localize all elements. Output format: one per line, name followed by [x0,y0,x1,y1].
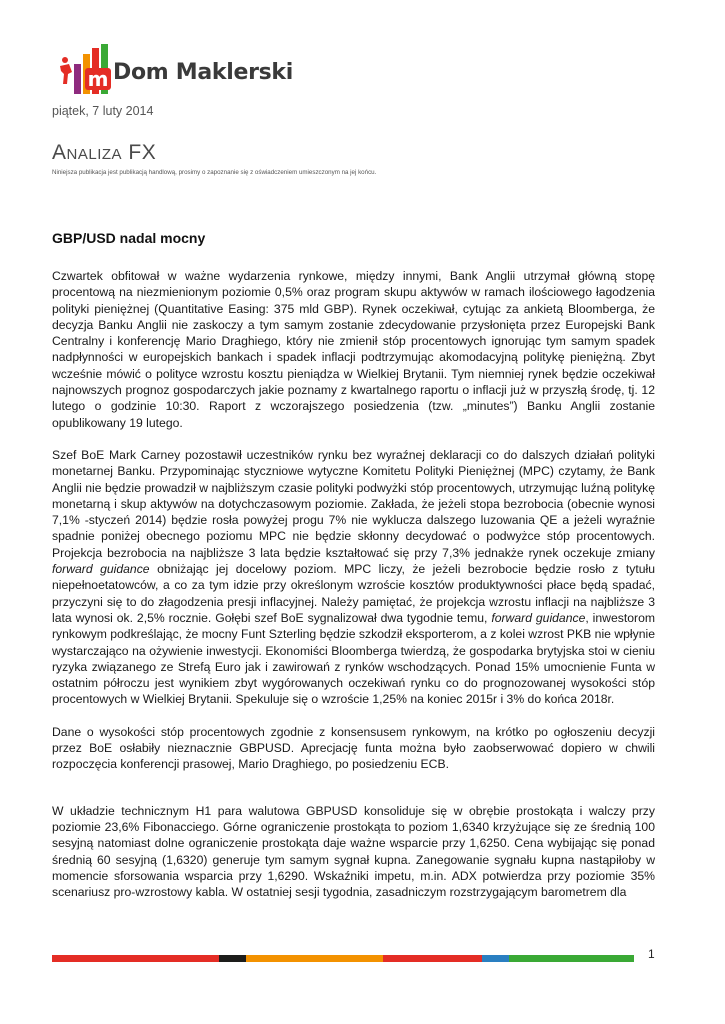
brand-name: Dom Maklerski [113,60,294,85]
title-suffix: FX [128,141,157,164]
paragraph-4: W układzie technicznym H1 para walutowa GBPUSD konsoliduje się w obrębie prostokąta i walczy przy poziomie 23,6% Fibonacciego. Górne ograniczenie prostokąta to poziom 1,6340 krzyżujące się ze średnią 100 sesyjną natomiast dolne ograniczenie prostokąta daje ważne wsparcie przy 1,6250. Cena wybijając się ponad średnią 60 sesyjną (1,6320) generuje tym samym sygnał kupna. Zanegowanie sygnału kupna nastąpiłoby w momencie sforsowania wsparcia przy 1,6290. Wskaźniki impetu, m.in. ADX potwierdza przy poziomie 35% scenariusz pro-wzrostowy kabla. W ostatniej sesji tygodnia, zasadniczym rozstrzygającym barometrem dla [52,803,655,900]
emphasis: forward guidance [491,610,586,625]
disclaimer: Niniejsza publikacja jest publikacją handlową, prosimy o zapoznanie się z oświadczeniem umieszczonym na jej końcu. [52,169,377,176]
footer-segment [482,955,509,962]
footer-segment [52,955,134,962]
paragraph-1: Czwartek obfitował w ważne wydarzenia rynkowe, między innymi, Bank Anglii utrzymał główną stopę procentową na niezmienionym poziomie 0,5% oraz program skupu aktywów w ramach ilościowego łagodzenia polityki pieniężnej (Quantitative Easing: 375 mld GBP). Rynek oczekiwał, cytując za ankietą Bloomberga, że decyzja Banku Anglii nie zaskoczy a tym samym zostanie zdecydowanie przysłonięta przez Europejski Bank Centralny i konferencję Mario Draghiego, który nie zmienił stóp procentowych ignorując tym samym spadek nadpłynności w europejskich bankach i spadek inflacji podtrzymując akomodacyjną politykę pieniężną. Zbyt wcześnie mówić o polityce wzrostu kosztu pieniądza w Wielkiej Brytanii. Tym niemniej rynek będzie oczekiwał najnowszych prognoz gospodarczych jakie poznamy z kwartalnego raportu o inflacji już w przyszłą środę, tj. 12 lutego o godzinie 10:30. Raport z wczorajszego posiedzenia (tzw. „minutes”) Banku Anglii zostanie opublikowany 19 lutego. [52,269,655,430]
logo-letter: m [87,67,109,91]
page-number: 1 [648,947,655,961]
footer-segment [246,955,383,962]
emphasis: forward guidance [52,562,150,577]
article-body [52,268,655,916]
footer-color-bar [52,955,634,962]
logo-mark-icon [56,44,116,96]
title-initial: A [52,141,67,164]
footer-segment [134,955,219,962]
article-heading: GBP/USD nadal mocny [52,230,206,246]
footer-segment [383,955,482,962]
footer-segment [219,955,246,962]
footer-segment [509,955,634,962]
publication-date: piątek, 7 luty 2014 [52,104,154,118]
paragraph-3: Dane o wysokości stóp procentowych zgodnie z konsensusem rynkowym, na krótko po ogłoszeniu decyzji przez BoE osłabiły nieznacznie GBPUSD. Aprecjację funta można było zaobserwować dopiero w chwili rozpoczęcia konferencji prasowej, Mario Draghiego, po posiedzeniu ECB. [52,724,655,772]
page-title [52,141,156,165]
paragraph-2: Szef BoE Mark Carney pozostawił uczestników rynku bez wyraźnej deklaracji co do dalszych działań polityki monetarnej Banku. Przypominając styczniowe wytyczne Komitetu Polityki Pieniężnej (MPC) czytamy, że Bank Anglii nie będzie prowadził w najbliższym czasie polityki podwyżki stóp procentowych, utrzymując luźną politykę monetarną i skup aktywów na dotychczasowym poziomie. Zakłada, że jeżeli stopa bezrobocia (obecnie wynosi 7,1% -styczeń 2014) będzie rosła powyżej progu 7% nie wyklucza dalszego luzowania QE a jeżeli wyraźnie spadnie poniżej obecnego poziomu MPC nie będzie skłonny decydować o podwyżce stóp procentowych. Projekcja bezrobocia na najbliższe 3 lata będzie kształtować się przy 7,3% jednakże rynek oczekuje zmiany forward guidance obniżając jej docelowy poziom. MPC liczy, że jeżeli bezrobocie będzie rosło z tytułu niepełnoetatowców, a co za tym idzie przy określonym wzroście kosztów produktywności płace będą spadać, przyczyni się to do złagodzenia presji inflacyjnej. Należy pamiętać, że projekcja wzrostu inflacji na najbliższe 3 lata wynosi ok. 2,5% rocznie. Gołębi szef BoE sygnalizował dwa tygodnie temu, forward guidance, inwestorom rynkowym podkreślając, że mocny Funt Szterling będzie szkodził eksporterom, a z kolei wzrost PKB nie wpłynie wystarczająco na ożywienie inwestycji. Ekonomiści Bloomberga twierdzą, że gospodarka brytyjska stoi w cieniu ryzyka związanego ze Strefą Euro jak i zawirowań z rynków wschodzących. Ponad 15% umocnienie Funta w ostatnim półroczu jest wynikiem zbyt wygórowanych oczekiwań rynku co do prognozowanej wysokości stóp procentowych w Wielkiej Brytanii. Spekuluje się o wzroście 1,25% na koniec 2015r i 3% do końca 2018r. [52,447,655,707]
title-rest: NALIZA [66,146,123,163]
